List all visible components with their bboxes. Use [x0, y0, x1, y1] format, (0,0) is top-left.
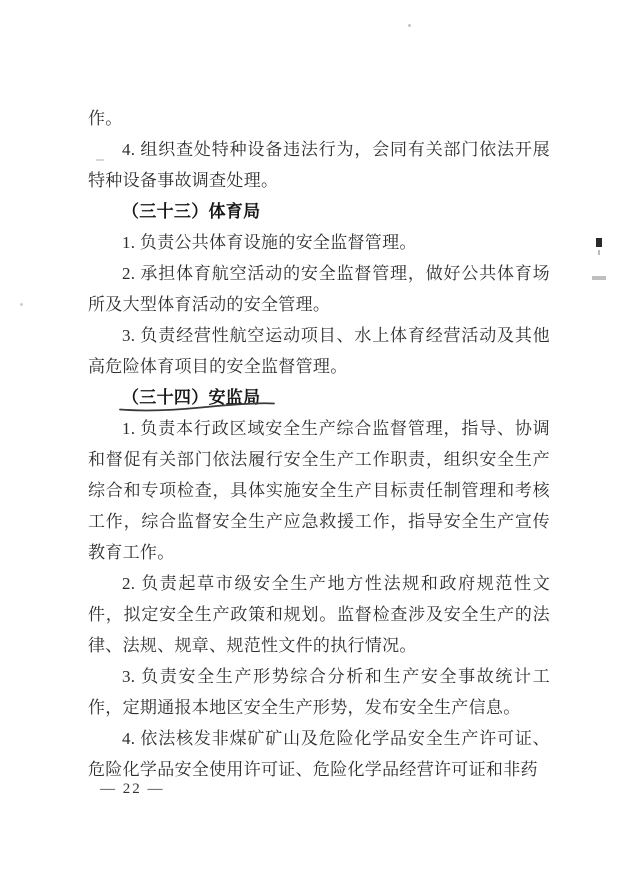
scan-speck: [20, 303, 23, 306]
paragraph: 4. 组织查处特种设备违法行为，会同有关部门依法开展特种设备事故调查处理。: [88, 140, 550, 190]
section-heading: （三十三）体育局: [122, 202, 261, 221]
page-number: — 22 —: [100, 781, 165, 797]
paragraph: 3. 负责安全生产形势综合分析和生产安全事故统计工作，定期通报本地区安全生产形势，发布安全生产信息。: [88, 667, 550, 717]
paragraph: 3. 负责经营性航空运动项目、水上体育经营活动及其他高危险体育项目的安全监督管理。: [88, 326, 550, 376]
paragraph: 1. 负责公共体育设施的安全监督管理。: [122, 233, 417, 252]
scan-speck: [592, 276, 606, 280]
document-body: [88, 103, 550, 785]
scan-speck: [596, 238, 602, 247]
paragraph: 4. 依法核发非煤矿矿山及危险化学品安全生产许可证、危险化学品安全使用许可证、危险化学品经营许可证和非药: [88, 729, 550, 779]
paragraph: 作。: [88, 109, 123, 128]
paragraph: 2. 承担体育航空活动的安全监督管理，做好公共体育场所及大型体育活动的安全管理。: [88, 264, 550, 314]
paragraph: 1. 负责本行政区域安全生产综合监督管理，指导、协调和督促有关部门依法履行安全生产工作职责，组织安全生产综合和专项检查，具体实施安全生产目标责任制管理和考核工作，综合监督安全生产应急救援工作，指导安全生产宣传教育工作。: [88, 419, 550, 562]
paragraph: 2. 负责起草市级安全生产地方性法规和政府规范性文件，拟定安全生产政策和规划。监督检查涉及安全生产的法律、法规、规章、规范性文件的执行情况。: [88, 574, 550, 655]
section-heading: （三十四）安监局: [122, 388, 261, 407]
scan-speck: [408, 24, 411, 27]
